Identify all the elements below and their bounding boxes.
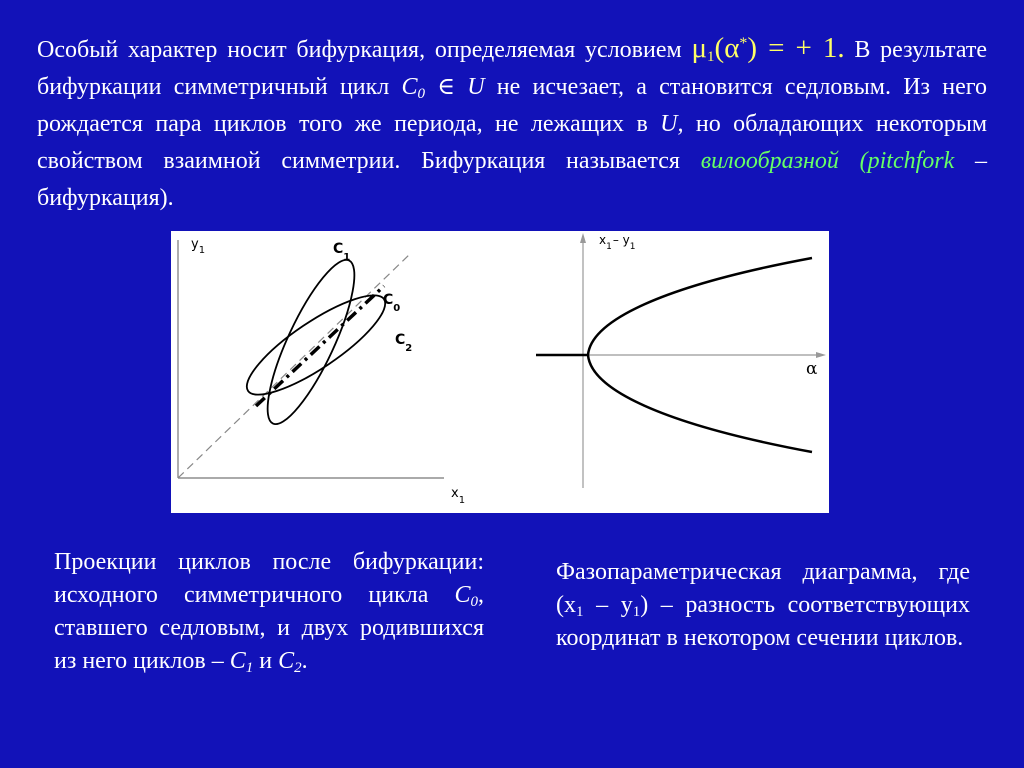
cap-c0 [454, 582, 478, 608]
c1-label [333, 241, 350, 263]
c0-cycle-line [256, 286, 384, 406]
cap-c0-letter: C [454, 582, 471, 608]
cap-c0-sub: 0 [470, 594, 478, 610]
figure-panel [171, 231, 829, 513]
ax-dash: – y [612, 233, 630, 247]
diagonal-dashed-line [178, 253, 411, 478]
c2-cycle [235, 280, 397, 410]
cap-right-x-sub: 1 [576, 604, 584, 620]
cap-left-text-3: и [253, 648, 279, 674]
cap-right-y-sub: 1 [632, 604, 641, 620]
cap-c2-letter: C [278, 648, 295, 674]
x1-y1-axis-label [599, 233, 636, 252]
condition-rest: ) = + 1. [747, 32, 845, 64]
alpha-open: (α [714, 32, 740, 64]
pitchfork-term: вилообразной (pitchfork [700, 148, 955, 174]
cap-left-text-1: Проекции циклов после бифуркации: исходного симметричного цикла [54, 549, 484, 608]
c0-label [383, 292, 400, 314]
cap-left-text-2: , ставшего седловым, и двух родившихся из него циклов – [54, 582, 484, 674]
c0-letter: C [401, 74, 418, 100]
y1-axis-label [191, 237, 205, 256]
caption-right [556, 556, 970, 655]
u-symbol-2: U, [660, 111, 684, 137]
cap-c1 [230, 648, 254, 674]
c2-label [395, 332, 412, 354]
figure-svg [171, 231, 829, 513]
alpha-star: * [739, 35, 748, 52]
alpha-axis-label: α [806, 359, 818, 379]
main-paragraph [37, 30, 987, 217]
y-letter: y [191, 237, 199, 252]
para-text-1: Особый характер носит бифуркация, определяемая условием [37, 37, 692, 63]
para-text-3: не исчезает, а становится седловым. Из него рождается пара циклов того же периода, не лежащих в [37, 74, 987, 137]
c0-sub: 0 [417, 86, 426, 102]
ax-b-sub: 1 [629, 242, 636, 252]
cap-left-text-4: . [301, 648, 308, 674]
cap-right-text-1: Фазопараметрическая диаграмма, где (x [556, 559, 970, 618]
element-of-symbol: ∈ [425, 74, 468, 100]
x-letter: x [451, 486, 459, 501]
c0-sub-fig: 0 [393, 303, 401, 314]
para-text-2: В результате бифуркации симметричный цикл [37, 37, 987, 100]
c2-sub: 2 [405, 343, 413, 354]
cap-right-text-2: – y [583, 592, 633, 618]
vertical-axis-arrow [580, 233, 586, 243]
c1-sub: 1 [343, 252, 351, 263]
horizontal-axis-arrow [816, 352, 826, 358]
caption-left [54, 546, 484, 678]
cap-c2 [278, 648, 302, 674]
right-plot [536, 233, 826, 488]
para-text-4: но обладающих некоторым свойством взаимной симметрии. Бифуркация называется [37, 111, 988, 174]
cap-c1-sub: 1 [245, 660, 254, 676]
cap-c1-letter: C [229, 648, 246, 674]
mu-subscript: 1 [707, 49, 715, 65]
x1-axis-label [451, 486, 465, 506]
condition-formula [691, 32, 844, 64]
c0-letter-fig: C [383, 292, 394, 308]
left-plot [178, 237, 465, 506]
c2-letter: C [395, 332, 406, 348]
y-sub: 1 [198, 245, 206, 256]
u-symbol: U [467, 74, 485, 100]
ax-a-letter: x [599, 233, 607, 247]
c1-cycle [252, 251, 370, 434]
para-text-5: – бифуркация). [37, 148, 988, 211]
x-sub: 1 [458, 495, 466, 506]
cap-c2-sub: 2 [294, 660, 302, 676]
c1-letter: C [333, 241, 344, 257]
cap-right-text-3: ) – разность соответствующих координат в некотором сечении циклов. [556, 592, 971, 651]
c0-symbol [402, 74, 426, 100]
mu-symbol: μ [691, 32, 708, 64]
ax-a-sub: 1 [606, 242, 612, 252]
